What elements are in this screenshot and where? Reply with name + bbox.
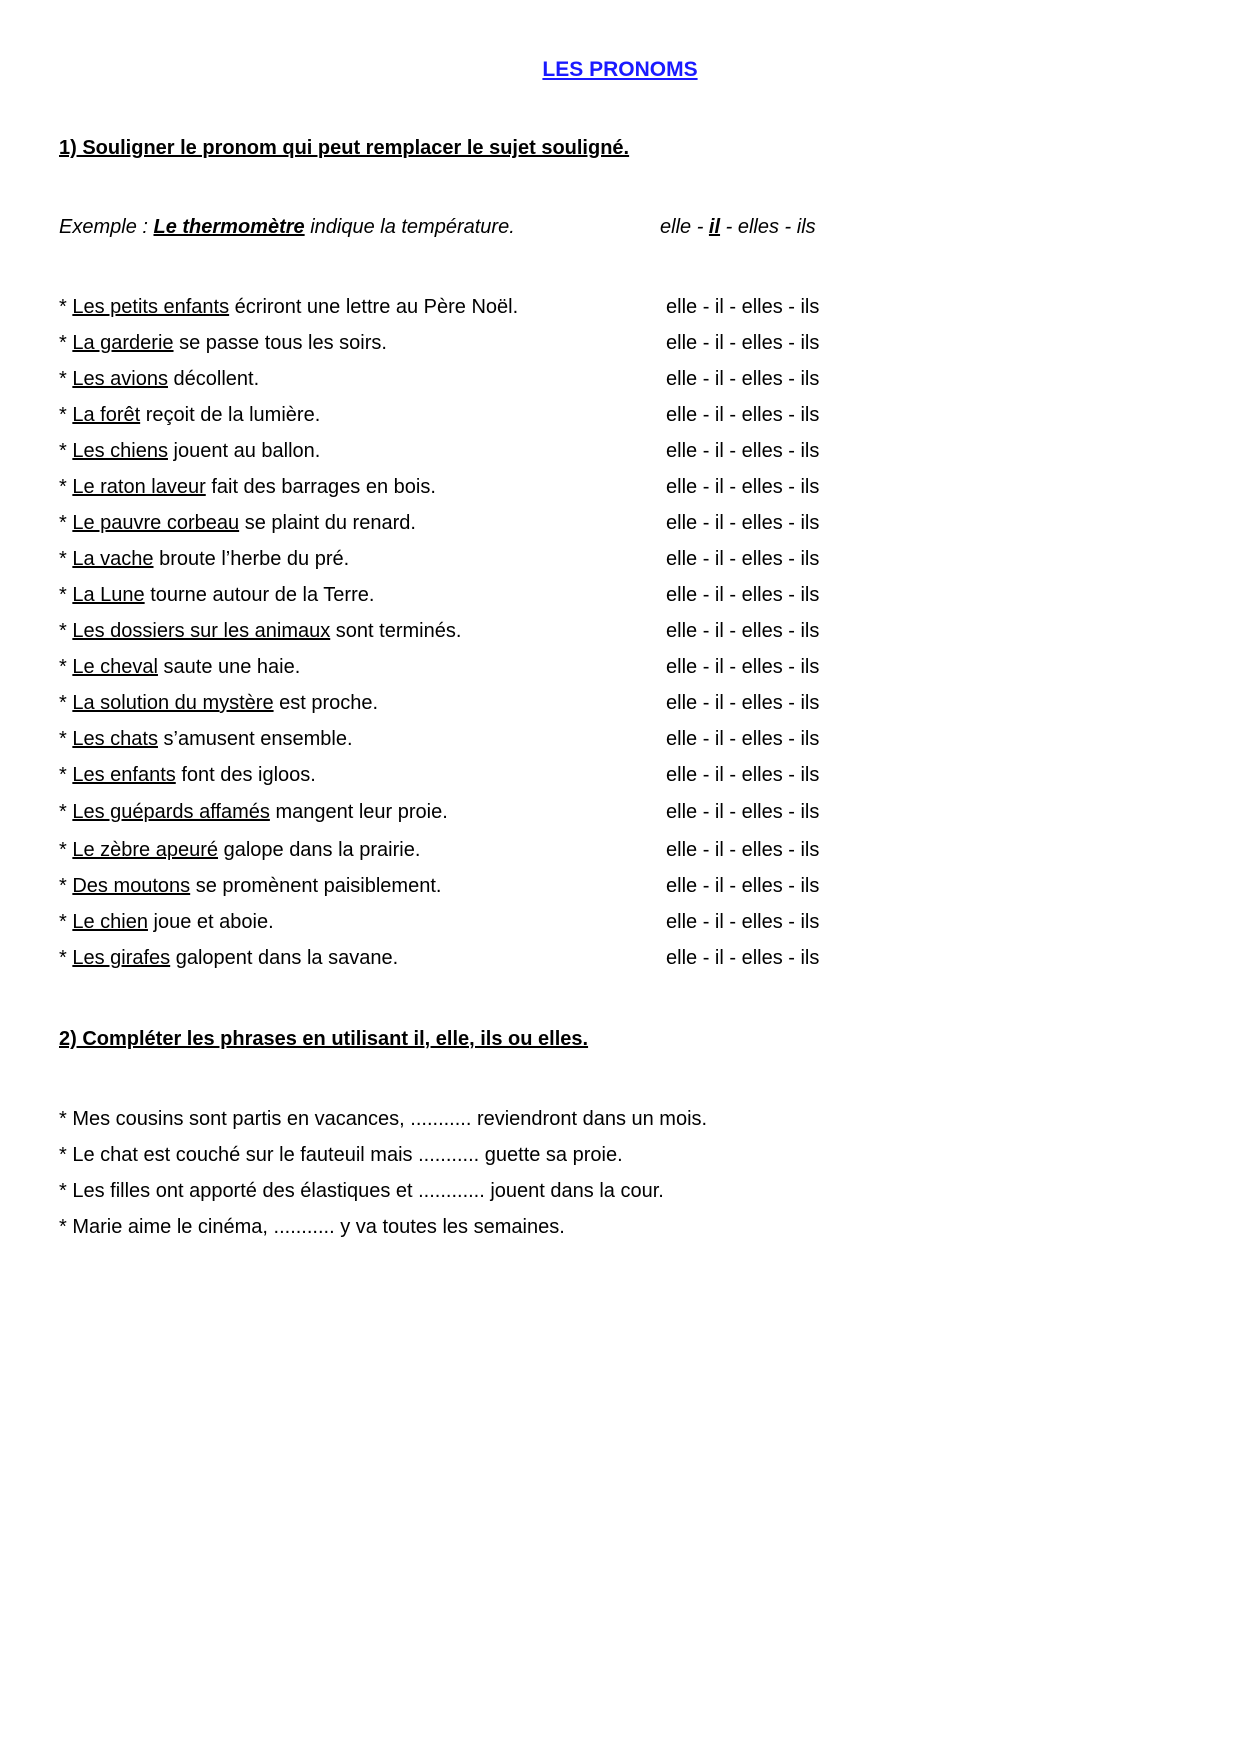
item-choices: elle - il - elles - ils bbox=[666, 839, 820, 861]
exercise2-sentence: * Mes cousins sont partis en vacances, ........... reviendront dans un mois. bbox=[59, 1108, 708, 1130]
item-subject: Les chats bbox=[72, 728, 158, 750]
example-choices bbox=[660, 216, 816, 239]
item-rest: décollent. bbox=[167, 368, 260, 390]
example-subject: Le thermomètre bbox=[153, 216, 305, 238]
item-subject: Le pauvre corbeau bbox=[72, 512, 240, 534]
item-rest: sont terminés. bbox=[330, 620, 462, 642]
exercise1-item bbox=[59, 692, 378, 715]
item-bullet: * bbox=[59, 512, 73, 534]
item-choices: elle - il - elles - ils bbox=[666, 728, 820, 750]
item-bullet: * bbox=[59, 764, 73, 786]
item-choices: elle - il - elles - ils bbox=[666, 801, 820, 823]
item-bullet: * bbox=[59, 332, 73, 354]
item-choices: elle - il - elles - ils bbox=[666, 584, 820, 606]
item-rest: écriront une lettre au Père Noël. bbox=[229, 296, 519, 318]
item-rest: se passe tous les soirs. bbox=[173, 332, 387, 354]
item-subject: Les chiens bbox=[72, 440, 168, 462]
item-rest: jouent au ballon. bbox=[167, 440, 321, 462]
item-subject: La garderie bbox=[72, 332, 174, 354]
item-bullet: * bbox=[59, 584, 73, 606]
item-bullet: * bbox=[59, 368, 73, 390]
exercise1-item bbox=[59, 764, 316, 787]
exercise1-item bbox=[59, 332, 387, 355]
exercise1-item bbox=[59, 656, 300, 679]
item-rest: saute une haie. bbox=[157, 656, 301, 678]
item-rest: joue et aboie. bbox=[147, 911, 274, 933]
exercise1-item bbox=[59, 368, 259, 391]
item-subject: Le chien bbox=[72, 911, 148, 933]
item-choices: elle - il - elles - ils bbox=[666, 875, 820, 897]
example-sentence bbox=[59, 216, 515, 239]
exercise1-item bbox=[59, 875, 441, 898]
item-rest: reçoit de la lumière. bbox=[140, 404, 321, 426]
item-subject: La Lune bbox=[72, 584, 145, 606]
item-rest: font des igloos. bbox=[175, 764, 316, 786]
exercise1-item bbox=[59, 801, 448, 824]
item-choices: elle - il - elles - ils bbox=[666, 692, 820, 714]
exercise2-sentence: * Marie aime le cinéma, ........... y va toutes les semaines. bbox=[59, 1216, 565, 1238]
example-label: Exemple : bbox=[59, 216, 154, 238]
exercise2-sentence: * Les filles ont apporté des élastiques et ............ jouent dans la cour. bbox=[59, 1180, 664, 1202]
item-choices: elle - il - elles - ils bbox=[666, 332, 820, 354]
item-bullet: * bbox=[59, 548, 73, 570]
item-subject: La forêt bbox=[72, 404, 141, 426]
item-bullet: * bbox=[59, 620, 73, 642]
item-bullet: * bbox=[59, 875, 73, 897]
exercise2-sentence: * Le chat est couché sur le fauteuil mais ........... guette sa proie. bbox=[59, 1144, 623, 1166]
exercise1-item bbox=[59, 947, 398, 970]
page-title: LES PRONOMS bbox=[542, 58, 698, 81]
example-sep-1: - bbox=[691, 216, 709, 238]
exercise1-item bbox=[59, 548, 349, 571]
example-choice-elle: elle bbox=[660, 216, 692, 238]
item-bullet: * bbox=[59, 947, 73, 969]
item-choices: elle - il - elles - ils bbox=[666, 656, 820, 678]
item-rest: tourne autour de la Terre. bbox=[144, 584, 375, 606]
item-choices: elle - il - elles - ils bbox=[666, 911, 820, 933]
item-subject: Les girafes bbox=[72, 947, 171, 969]
item-rest: fait des barrages en bois. bbox=[205, 476, 436, 498]
item-subject: La solution du mystère bbox=[72, 692, 274, 714]
item-choices: elle - il - elles - ils bbox=[666, 404, 820, 426]
item-bullet: * bbox=[59, 404, 73, 426]
item-subject: Le raton laveur bbox=[72, 476, 206, 498]
exercise1-item bbox=[59, 839, 420, 862]
item-subject: Les enfants bbox=[72, 764, 176, 786]
item-bullet: * bbox=[59, 839, 73, 861]
exercise1-item bbox=[59, 620, 461, 643]
item-rest: galopent dans la savane. bbox=[170, 947, 399, 969]
item-choices: elle - il - elles - ils bbox=[666, 476, 820, 498]
exercise1-item bbox=[59, 476, 436, 499]
item-subject: Les avions bbox=[72, 368, 168, 390]
item-rest: se plaint du renard. bbox=[239, 512, 416, 534]
example-sep-2: - bbox=[720, 216, 738, 238]
item-rest: broute l’herbe du pré. bbox=[153, 548, 350, 570]
item-choices: elle - il - elles - ils bbox=[666, 368, 820, 390]
exercise1-item bbox=[59, 584, 374, 607]
example-rest: indique la température. bbox=[304, 216, 515, 238]
item-choices: elle - il - elles - ils bbox=[666, 548, 820, 570]
item-rest: est proche. bbox=[273, 692, 379, 714]
item-choices: elle - il - elles - ils bbox=[666, 764, 820, 786]
item-subject: Les dossiers sur les animaux bbox=[72, 620, 331, 642]
item-bullet: * bbox=[59, 911, 73, 933]
item-rest: galope dans la prairie. bbox=[218, 839, 421, 861]
exercise1-item bbox=[59, 404, 320, 427]
item-bullet: * bbox=[59, 296, 73, 318]
example-choice-il: il bbox=[708, 216, 721, 238]
exercise1-item bbox=[59, 296, 518, 319]
item-bullet: * bbox=[59, 656, 73, 678]
item-rest: mangent leur proie. bbox=[269, 801, 448, 823]
example-choice-elles: elles bbox=[737, 216, 779, 238]
section2-heading: 2) Compléter les phrases en utilisant il, elle, ils ou elles. bbox=[59, 1028, 589, 1050]
exercise1-item bbox=[59, 911, 274, 934]
item-choices: elle - il - elles - ils bbox=[666, 512, 820, 534]
example-sep-3: - bbox=[778, 216, 797, 238]
example-choice-ils: ils bbox=[796, 216, 816, 238]
item-choices: elle - il - elles - ils bbox=[666, 296, 820, 318]
item-bullet: * bbox=[59, 728, 73, 750]
item-subject: Le cheval bbox=[72, 656, 158, 678]
item-bullet: * bbox=[59, 801, 73, 823]
item-subject: Les petits enfants bbox=[72, 296, 230, 318]
item-subject: Les guépards affamés bbox=[72, 801, 270, 823]
exercise1-item bbox=[59, 728, 353, 751]
item-bullet: * bbox=[59, 692, 73, 714]
item-choices: elle - il - elles - ils bbox=[666, 440, 820, 462]
item-choices: elle - il - elles - ils bbox=[666, 620, 820, 642]
exercise1-item bbox=[59, 440, 320, 463]
item-rest: s’amusent ensemble. bbox=[157, 728, 353, 750]
section1-heading: 1) Souligner le pronom qui peut remplacer le sujet souligné. bbox=[59, 137, 630, 159]
exercise1-item bbox=[59, 512, 416, 535]
item-bullet: * bbox=[59, 476, 73, 498]
item-rest: se promènent paisiblement. bbox=[190, 875, 442, 897]
item-subject: Des moutons bbox=[72, 875, 191, 897]
item-subject: La vache bbox=[72, 548, 154, 570]
item-bullet: * bbox=[59, 440, 73, 462]
item-choices: elle - il - elles - ils bbox=[666, 947, 820, 969]
item-subject: Le zèbre apeuré bbox=[72, 839, 219, 861]
